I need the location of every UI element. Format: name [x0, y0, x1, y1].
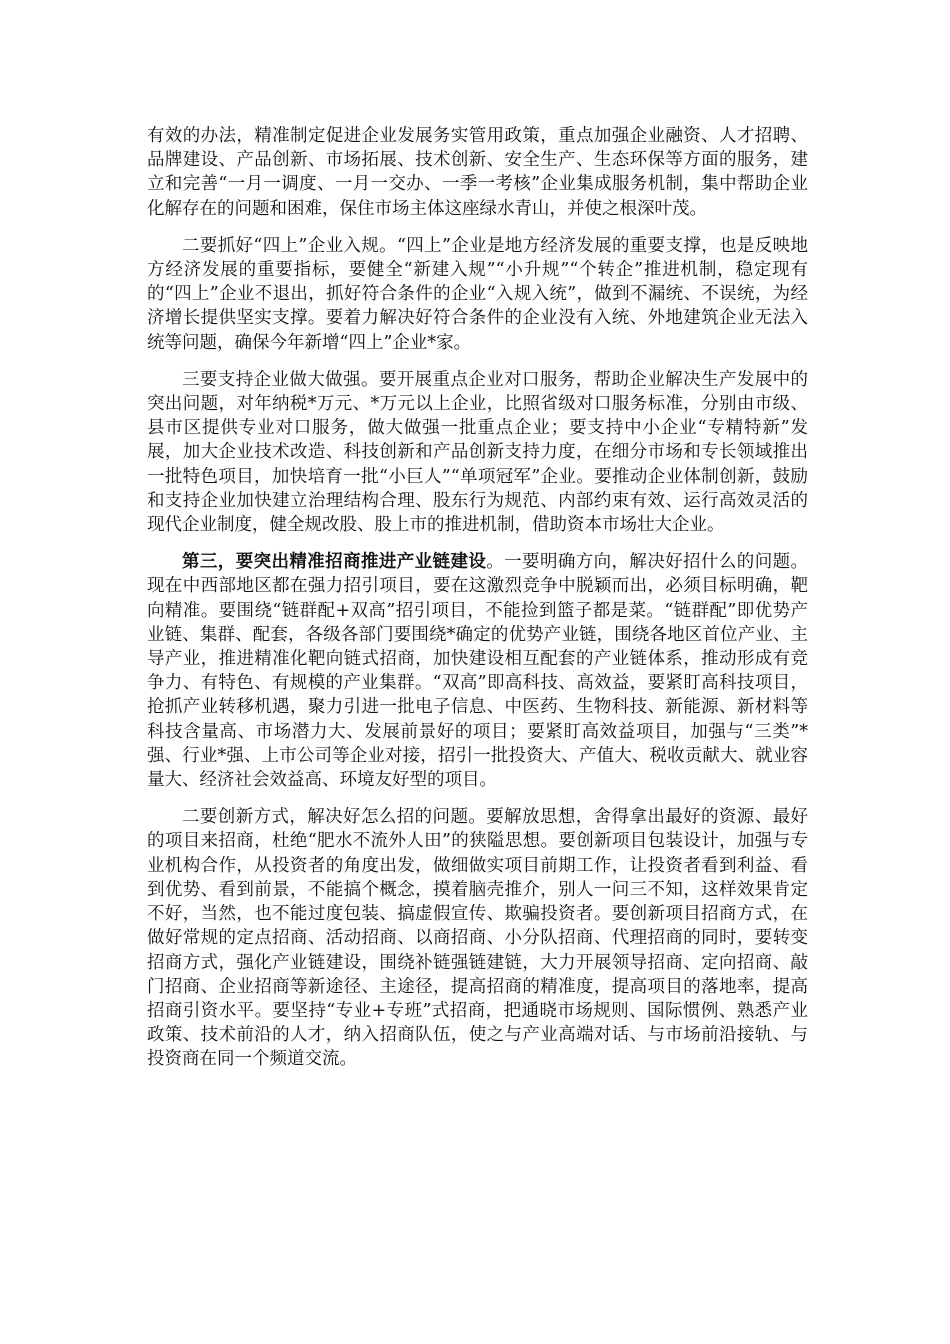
section-heading-third: 第三，要突出精准招商推进产业链建设 [182, 552, 487, 573]
paragraph-precise-investment [147, 550, 808, 792]
paragraph-text: 三要支持企业做大做强。要开展重点企业对口服务，帮助企业解决生产发展中的突出问题，对年纳税*万元、*万元以上企业，比照省级对口服务标准，分别由市级、县市区提供专业对口服务，做大做强一批重点企业；要支持中小企业“专精特新”发展，加大企业技术改造、科技创新和产品创新支持力度，在细分市场和专长领域推出一批特色项目，加快培育一批“小巨人”“单项冠军”企业。要推动企业体制创新，鼓励和支持企业加快建立治理结构合理、股东行为规范、内部约束有效、运行高效灵活的现代企业制度，健全规改股、股上市的推进机制，借助资本市场壮大企业。 [147, 369, 808, 536]
paragraph-text: 二要创新方式，解决好怎么招的问题。要解放思想，舍得拿出最好的资源、最好的项目来招商，杜绝“肥水不流外人田”的狭隘思想。要创新项目包装设计，加强与专业机构合作，从投资者的角度出发，做细做实项目前期工作，让投资者看到利益、看到优势、看到前景，不能搞个概念，摸着脑壳推介，别人一问三不知，这样效果肯定不好，当然，也不能过度包装、搞虚假宣传、欺骗投资者。要创新项目招商方式，在做好常规的定点招商、活动招商、以商招商、小分队招商、代理招商的同时，要转变招商方式，强化产业链建设，围绕补链强链建链，大力开展领导招商、定向招商、敲门招商、企业招商等新途径、主途径，提高招商的精准度，提高项目的落地率，提高招商引资水平。要坚持“专业+专班”式招商，把通晓市场规则、国际惯例、熟悉产业政策、技术前沿的人才，纳入招商队伍，使之与产业高端对话、与市场前沿接轨、与投资商在同一个频道交流。 [147, 807, 808, 1070]
paragraph-text: 二要抓好“四上”企业入规。“四上”企业是地方经济发展的重要支撑，也是反映地方经济发展的重要指标，要健全“新建入规”“小升规”“个转企”推进机制，稳定现有的“四上”企业不退出，抓好符合条件的企业“入规入统”，做到不漏统、不误统，为经济增长提供坚实支撑。要着力解决好符合条件的企业没有入统、外地建筑企业无法入统等问题，确保今年新增“四上”企业*家。 [147, 235, 808, 353]
paragraph-text: 有效的办法，精准制定促进企业发展务实管用政策，重点加强企业融资、人才招聘、品牌建设、产品创新、市场拓展、技术创新、安全生产、生态环保等方面的服务，建立和完善“一月一调度、一月一交办、一季一考核”企业集成服务机制，集中帮助企业化解存在的问题和困难，保住市场主体这座绿水青山，并使之根深叶茂。 [147, 126, 808, 219]
paragraph-support-enterprises [147, 368, 808, 537]
paragraph-text: 。一要明确方向，解决好招什么的问题。现在中西部地区都在强力招引项目，要在这激烈竞争中脱颖而出，必须目标明确，靶向精准。要围绕“链群配+双高”招引项目，不能捡到篮子都是菜。“链群配”即优势产业链、集群、配套，各级各部门要围绕*确定的优势产业链，围绕各地区首位产业、主导产业，推进精准化靶向链式招商，加快建设相互配套的产业链体系，推动形成有竞争力、有特色、有规模的产业集群。“双高”即高科技、高效益，要紧盯高科技项目，抢抓产业转移机遇，聚力引进一批电子信息、中医药、生物科技、新能源、新材料等科技含量高、市场潜力大、发展前景好的项目；要紧盯高效益项目，加强与“三类”*强、行业*强、上市公司等企业对接，招引一批投资大、产值大、税收贡献大、就业容量大、经济社会效益高、环境友好型的项目。 [147, 552, 808, 791]
document-page [147, 124, 808, 1085]
paragraph-continued-services [147, 124, 808, 221]
paragraph-innovate-methods [147, 805, 808, 1071]
paragraph-four-above-enterprises [147, 234, 808, 355]
